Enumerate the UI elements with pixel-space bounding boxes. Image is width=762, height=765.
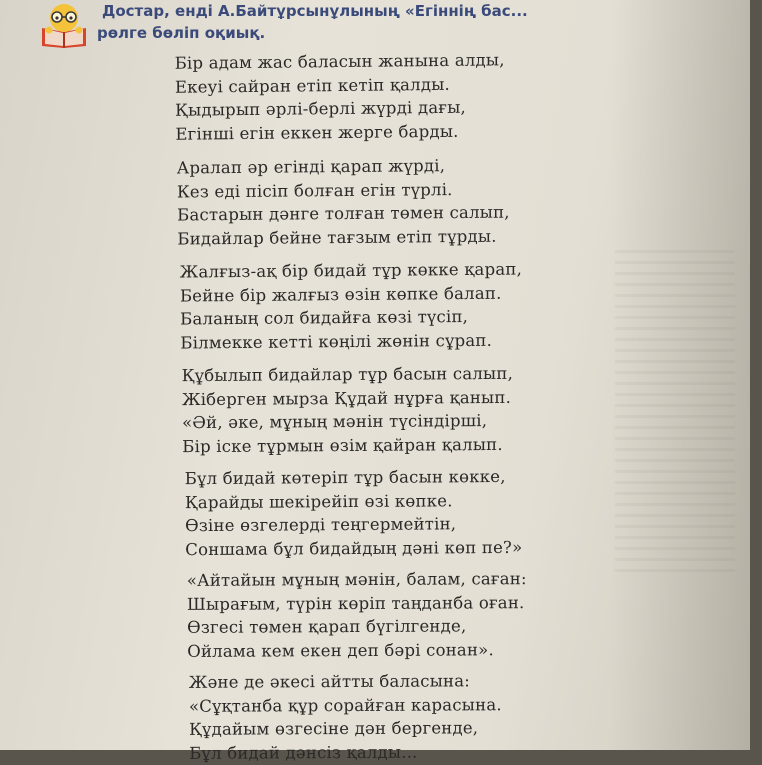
poem-line: Бір іске тұрмын өзім қайран қалып. [182, 434, 503, 456]
poem-line: Бейне бір жалғыз өзін көпке балап. [179, 283, 502, 305]
poem-line: Шырағым, түрін көріп таңданба оған. [186, 592, 525, 614]
poem-line: Егінші егін еккен жерге барды. [175, 121, 459, 144]
stanza-3 [180, 258, 523, 355]
header-subtitle: рөлге бөліп оқиық. [97, 24, 266, 42]
poem-line: Қарайды шекірейіп өзі көпке. [184, 490, 453, 512]
poem-line: Аралап әр егінді қарап жүрді, [176, 156, 446, 178]
poem-line: Бидайлар бейне тағзым етіп тұрды. [177, 226, 497, 248]
stanza-6 [187, 567, 527, 663]
poem-line: Құдайым өзгесіне дән бергенде, [189, 718, 479, 739]
poem-line: Бұл бидай дәнсіз қалды... [189, 742, 418, 763]
poem-line: Жіберген мырза Құдай нұрға қанып. [181, 387, 512, 409]
poem-line: Бұл бидай көтеріп тұр басын көкке, [184, 466, 506, 489]
poem-line: Екеуі сайран етіп кетіп қалды. [174, 74, 451, 97]
poem-line: «Әй, әке, мұның мәнін түсіндірші, [182, 411, 488, 433]
stanza-1 [175, 48, 506, 145]
poem-line: Білмекке кетті көңілі жөнін сұрап. [180, 330, 493, 352]
poem-line: Баланың сол бидайға көзі түсіп, [180, 306, 469, 329]
poem-line: Жалғыз-ақ бір бидай тұр көкке қарап, [179, 259, 523, 282]
poem-line: Өзгесі төмен қарап бүгілгенде, [187, 616, 467, 637]
header-title: Достар, енді А.Байтұрсынұлының «Егіннің бас... [102, 2, 528, 20]
stanza-7 [189, 669, 502, 765]
poem-line: «Айтайын мұның мәнін, балам, саған: [186, 569, 527, 590]
poem-line: Қыдырып әрлі-берлі жүрді дағы, [175, 97, 467, 120]
poem-line: Бастарын дәнге толған төмен салып, [177, 202, 510, 225]
poem-line: Соншама бұл бидайдың дәні көп пе?» [185, 537, 523, 559]
stanza-5 [185, 465, 523, 561]
stanza-4 [182, 362, 514, 458]
poem-line: Өзіне өзгелерді теңгермейтін, [185, 514, 457, 536]
poem-line: Құбылып бидайлар тұр басын салып, [181, 363, 514, 386]
poem-line: «Сұқтанба құр сорайған карасына. [188, 694, 502, 716]
poem-line: Кез еді пісіп болған егін түрлі. [176, 179, 453, 201]
stanza-2 [177, 154, 510, 251]
poem-line: Ойлама кем екен деп бәрі сонан». [187, 639, 494, 661]
poem-line: Және де әкесі айтты баласына: [188, 671, 471, 692]
poem-line: Бір адам жас баласын жанына алды, [174, 50, 505, 73]
